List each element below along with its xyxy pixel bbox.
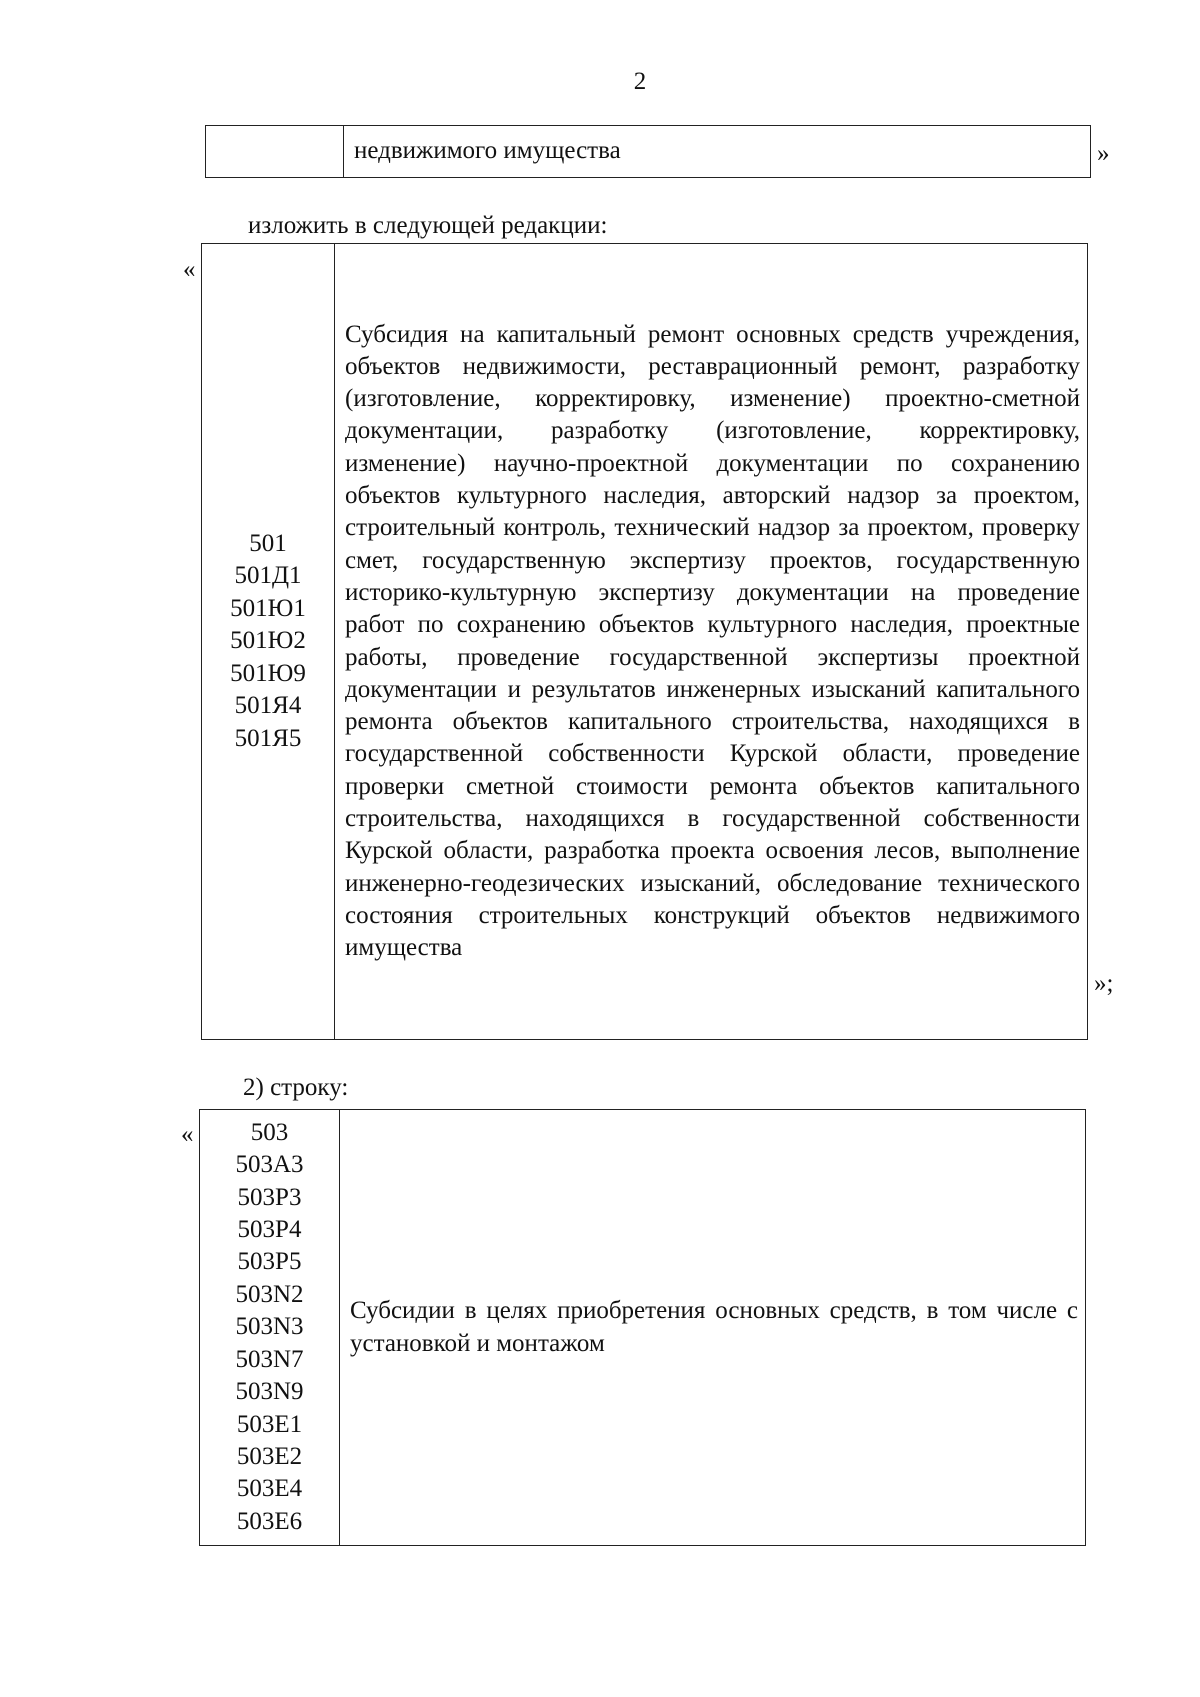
budget-code: 503N9 — [235, 1378, 304, 1406]
budget-code: 503Е6 — [236, 1507, 303, 1535]
budget-code: 501 — [249, 530, 287, 558]
budget-code: 503Р5 — [237, 1248, 302, 1276]
code-cell — [202, 244, 335, 1040]
row-text: Субсидия на капитальный ремонт основных средств учреждения, объектов недвижимости, реставрационный ремонт, разработку (изготовление, корректировку, изменение) проектно-сметной документации, разработку (изготовление, корректировку, изменение) научно-проектной документации по сохранению объектов культурного наследия, авторский надзор за проектом, строительный контроль, технический надзор за проектом, проверку смет, государственную экспертизу проектов, государственную историко-культурную экспертизу документации на проведение работ по сохранению объектов культурного наследия, проектные работы, проведение государственной экспертизы проектной документации и результатов инженерных изысканий капитального ремонта объектов капитального строительства, находящихся в государственной собственности Курской области, проведение проверки сметной стоимости ремонта объектов капитального строительства, находящихся в государственной собственности Курской области, разработка проекта освоения лесов, выполнение инженерно-геодезических изысканий, обследование технического состояния строительных конструкций объектов недвижимого имущества — [345, 320, 1080, 962]
page-number: 2 — [633, 68, 647, 95]
budget-code: 503А3 — [235, 1151, 304, 1179]
budget-code: 503N2 — [235, 1280, 304, 1308]
budget-code: 503Р4 — [237, 1216, 302, 1244]
text-cell — [344, 126, 1091, 178]
budget-code: 503Е1 — [236, 1410, 303, 1438]
table-row-503 — [199, 1109, 1086, 1546]
row-text: Субсидии в целях приобретения основных средств, в том числе с установкой и монтажом — [350, 1297, 1078, 1357]
budget-code: 501Я5 — [234, 724, 302, 752]
table-new-row-501 — [201, 243, 1088, 1040]
code-cell — [200, 1110, 340, 1546]
open-quote: « — [181, 1121, 194, 1148]
budget-code: 503Е2 — [236, 1442, 303, 1470]
code-list — [200, 1117, 339, 1538]
budget-code: 501Ю1 — [230, 594, 306, 622]
intro-text: 2) строку: — [243, 1074, 349, 1101]
code-cell-empty — [206, 126, 344, 178]
table-previous-row — [205, 125, 1091, 178]
row-text: недвижимого имущества — [354, 137, 621, 165]
close-quote: »; — [1094, 970, 1114, 997]
budget-code: 503N3 — [235, 1313, 304, 1341]
budget-code: 503N7 — [235, 1345, 304, 1373]
code-list — [202, 528, 334, 755]
intro-text: изложить в следующей редакции: — [248, 212, 608, 239]
open-quote: « — [183, 256, 196, 283]
close-quote: » — [1097, 140, 1110, 167]
budget-code: 503Р3 — [237, 1183, 302, 1211]
budget-code: 501Я4 — [234, 692, 302, 720]
budget-code: 503 — [250, 1118, 289, 1146]
text-cell — [335, 244, 1088, 1040]
budget-code: 503Е4 — [236, 1475, 303, 1503]
budget-code: 501Ю2 — [230, 627, 306, 655]
budget-code: 501Д1 — [234, 562, 302, 590]
text-cell — [340, 1110, 1086, 1546]
budget-code: 501Ю9 — [230, 659, 306, 687]
